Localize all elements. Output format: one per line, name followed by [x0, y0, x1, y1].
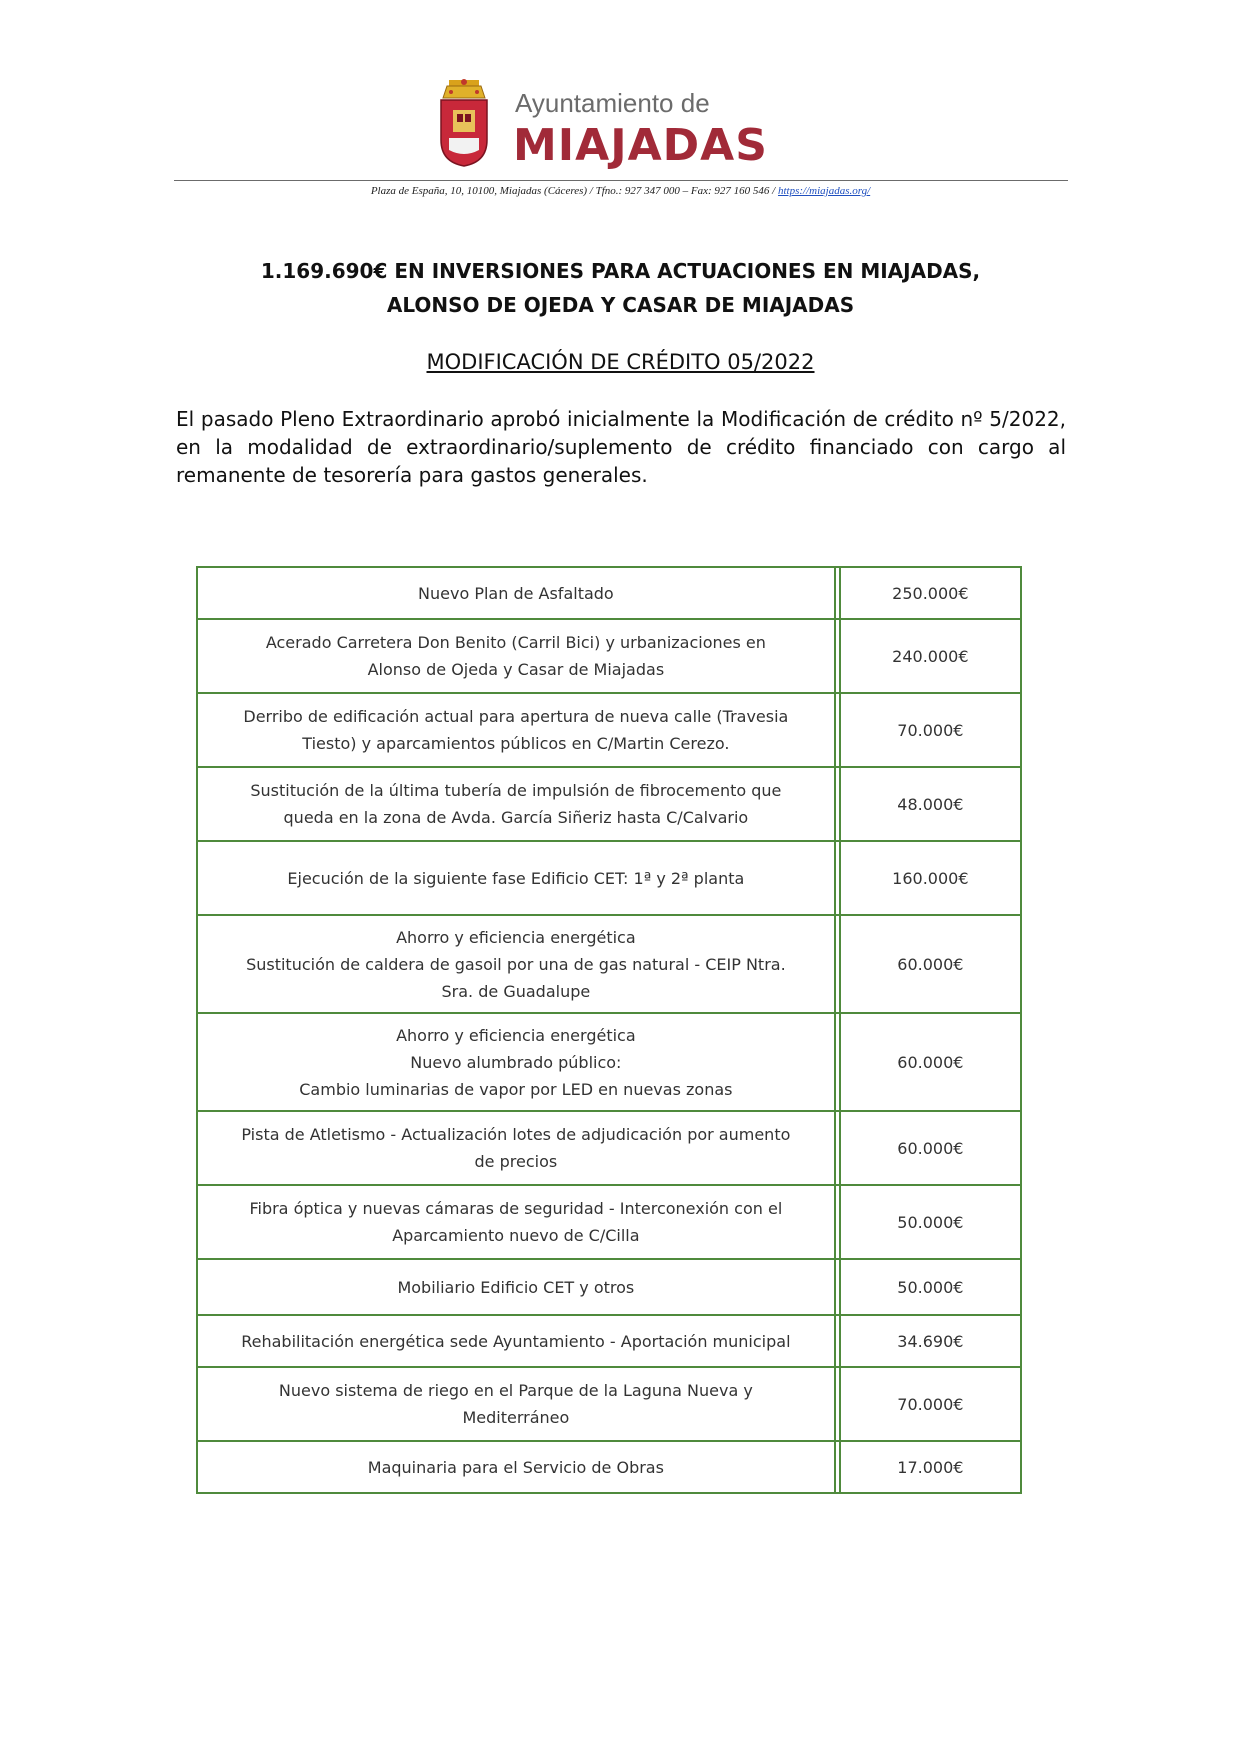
header-divider	[174, 180, 1068, 181]
investment-amount: 50.000€	[840, 1259, 1021, 1315]
description-line: Mobiliario Edificio CET y otros	[397, 1277, 635, 1297]
description-line: Ahorro y eficiencia energética	[396, 1025, 636, 1045]
investment-amount: 160.000€	[840, 841, 1021, 915]
investment-description	[197, 693, 835, 767]
investment-description	[197, 915, 835, 1013]
description-line: Nuevo alumbrado público:	[410, 1052, 622, 1072]
investment-description	[197, 1259, 835, 1315]
description-line: Tiesto) y aparcamientos públicos en C/Martin Cerezo.	[302, 734, 730, 753]
investment-amount: 50.000€	[840, 1185, 1021, 1259]
description-line: Mediterráneo	[462, 1408, 570, 1427]
table-row	[197, 567, 1021, 619]
investment-amount: 17.000€	[840, 1441, 1021, 1493]
investment-amount: 34.690€	[840, 1315, 1021, 1367]
description-line: Fibra óptica y nuevas cámaras de seguridad - Interconexión con el	[249, 1199, 783, 1218]
address-text: Plaza de España, 10, 10100, Miajadas (Cáceres) / Tfno.: 927 347 000 – Fax: 927 160 546 /	[370, 185, 776, 197]
investment-description	[197, 1315, 835, 1367]
description-line: Pista de Atletismo - Actualización lotes de adjudicación por aumento	[241, 1125, 791, 1144]
investment-description	[197, 1111, 835, 1185]
description-line: Nuevo sistema de riego en el Parque de la Laguna Nueva y	[278, 1381, 753, 1400]
description-line: queda en la zona de Avda. García Siñeriz hasta C/Calvario	[283, 808, 749, 827]
description-line: Aparcamiento nuevo de C/Cilla	[392, 1226, 640, 1245]
investment-amount: 48.000€	[840, 767, 1021, 841]
investment-amount: 70.000€	[840, 693, 1021, 767]
table-row	[197, 619, 1021, 693]
investment-amount: 240.000€	[840, 619, 1021, 693]
table-row	[197, 1013, 1021, 1111]
table-row	[197, 767, 1021, 841]
brand-name: MIAJADAS	[513, 120, 768, 171]
description-line: Sra. de Guadalupe	[441, 981, 591, 1001]
brand-subtitle: Ayuntamiento de	[515, 88, 710, 118]
investment-description	[197, 767, 835, 841]
description-line: Cambio luminarias de vapor por LED en nuevas zonas	[299, 1079, 733, 1099]
table-row	[197, 1259, 1021, 1315]
document-title	[0, 254, 1241, 322]
title-line-2: ALONSO DE OJEDA Y CASAR DE MIAJADAS	[386, 293, 855, 317]
investment-description	[197, 619, 835, 693]
website-link[interactable]: https://miajadas.org/	[777, 185, 871, 197]
table-row	[197, 1185, 1021, 1259]
description-line: Rehabilitación energética sede Ayuntamiento - Aportación municipal	[241, 1331, 791, 1351]
table-row	[197, 1111, 1021, 1185]
table-row	[197, 915, 1021, 1013]
table-row	[197, 693, 1021, 767]
contact-address	[0, 185, 1241, 197]
description-line: Ejecución de la siguiente fase Edificio CET: 1ª y 2ª planta	[287, 868, 745, 888]
description-line: Nuevo Plan de Asfaltado	[418, 583, 614, 603]
description-line: Sustitución de caldera de gasoil por una de gas natural - CEIP Ntra.	[246, 954, 786, 974]
header-logo	[435, 76, 768, 171]
coat-of-arms-icon	[435, 76, 493, 168]
document-subtitle: MODIFICACIÓN DE CRÉDITO 05/2022	[426, 350, 815, 374]
investments-table	[196, 566, 1022, 1494]
investment-description	[197, 1441, 835, 1493]
description-line: Sustitución de la última tubería de impulsión de fibrocemento que	[250, 781, 782, 800]
table-row	[197, 841, 1021, 915]
title-line-1: 1.169.690€ EN INVERSIONES PARA ACTUACIONES EN MIAJADAS,	[260, 259, 981, 283]
description-line: de precios	[474, 1152, 558, 1171]
table-row	[197, 1441, 1021, 1493]
table-row	[197, 1367, 1021, 1441]
investment-amount: 60.000€	[840, 915, 1021, 1013]
investment-description	[197, 567, 835, 619]
intro-paragraph: El pasado Pleno Extraordinario aprobó inicialmente la Modificación de crédito nº 5/2022, en la modalidad de extraordinario/suplemento de crédito financiado con cargo al remanente de tesorería para gastos generales.	[176, 407, 1066, 487]
investment-amount: 250.000€	[840, 567, 1021, 619]
description-line: Alonso de Ojeda y Casar de Miajadas	[367, 660, 665, 679]
investment-amount: 70.000€	[840, 1367, 1021, 1441]
table-row	[197, 1315, 1021, 1367]
description-line: Maquinaria para el Servicio de Obras	[367, 1457, 664, 1477]
investment-amount: 60.000€	[840, 1111, 1021, 1185]
investment-description	[197, 1367, 835, 1441]
description-line: Ahorro y eficiencia energética	[396, 927, 636, 947]
description-line: Acerado Carretera Don Benito (Carril Bici) y urbanizaciones en	[265, 633, 766, 652]
investment-description	[197, 1185, 835, 1259]
investment-description	[197, 841, 835, 915]
investment-amount: 60.000€	[840, 1013, 1021, 1111]
description-line: Derribo de edificación actual para apertura de nueva calle (Travesia	[243, 707, 789, 726]
investment-description	[197, 1013, 835, 1111]
